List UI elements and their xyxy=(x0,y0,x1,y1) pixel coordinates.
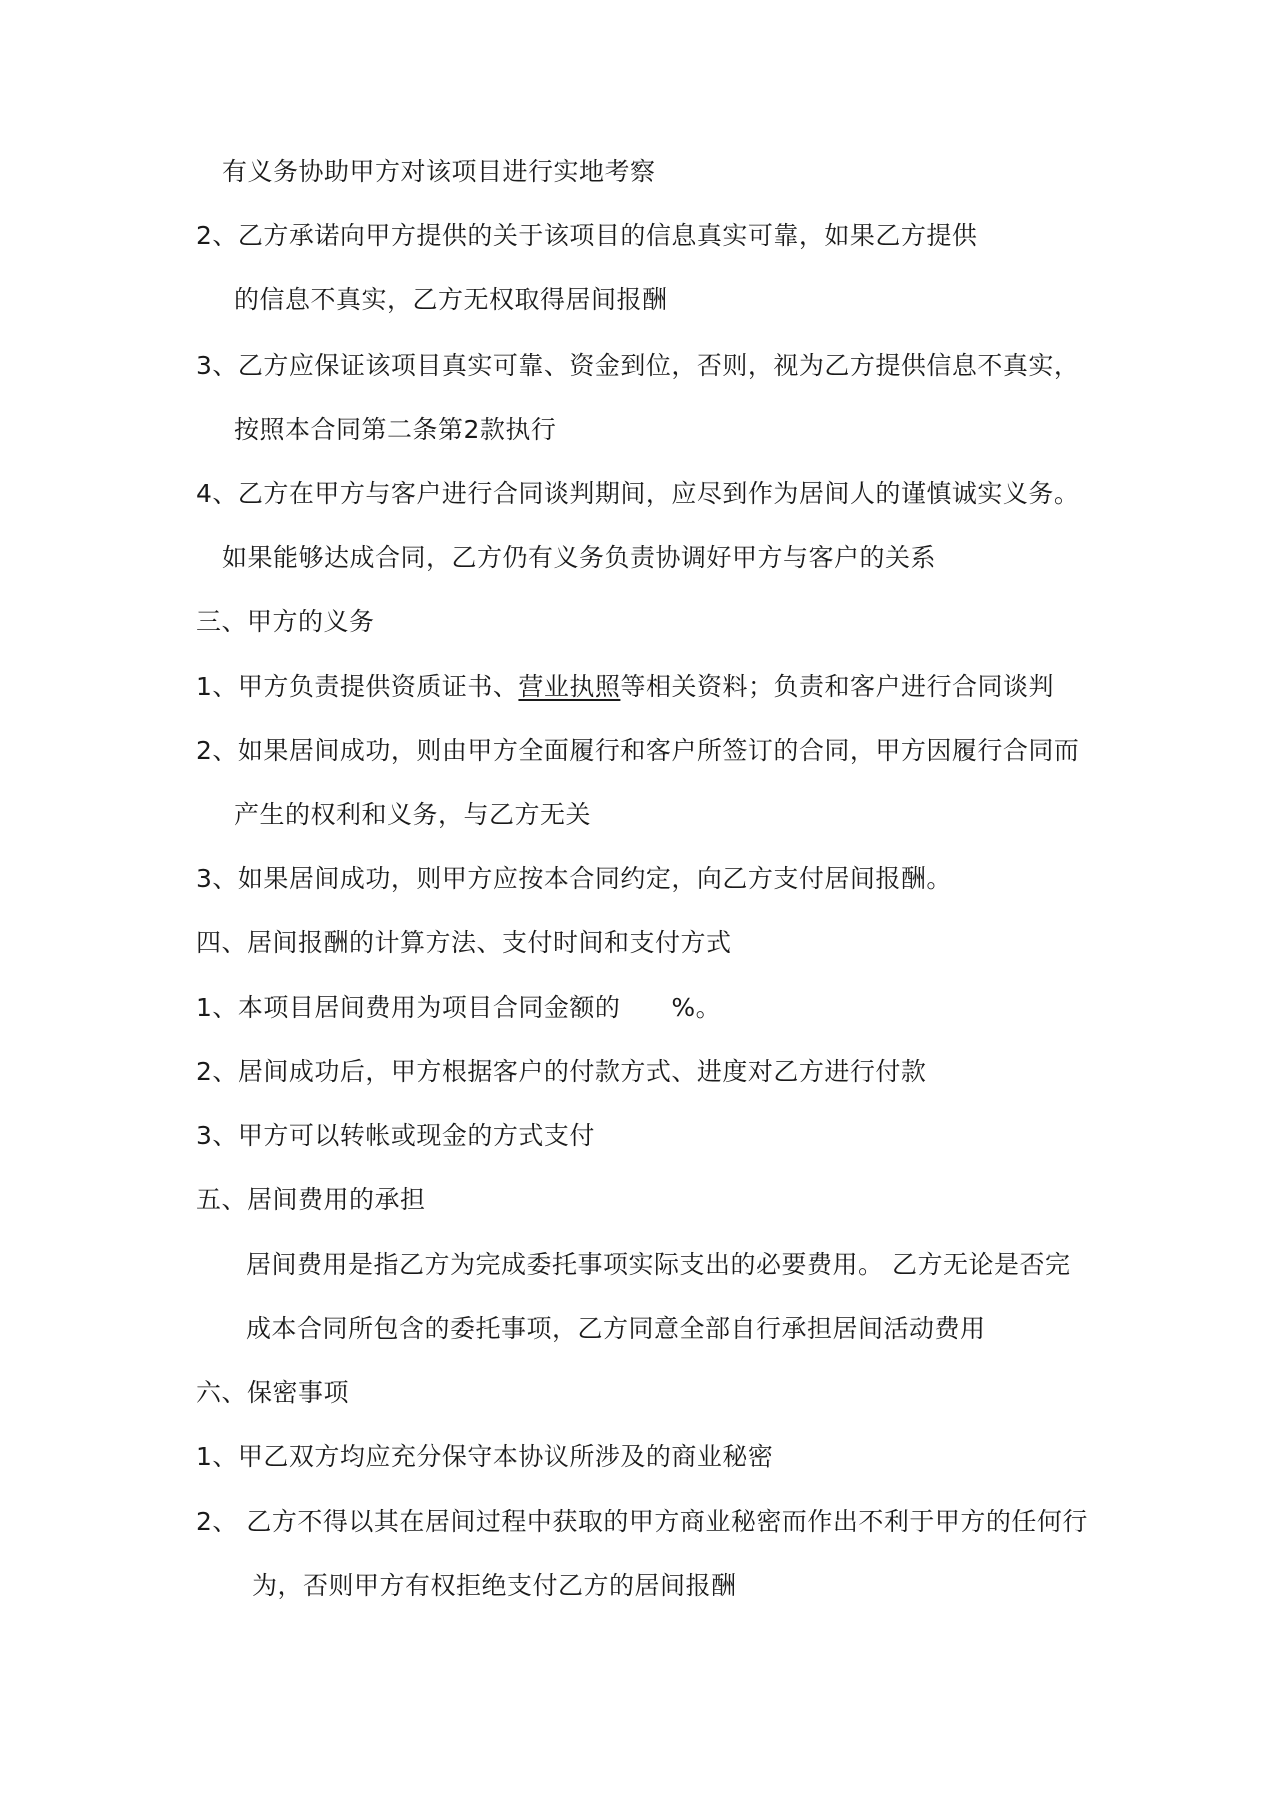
text-line-2: 2、乙方承诺向甲方提供的关于该项目的信息真实可靠，如果乙方提供 xyxy=(196,221,978,250)
text-line-5: 按照本合同第二条第2款执行 xyxy=(234,415,557,444)
text-segment: 1、甲方负责提供资质证书、 xyxy=(196,672,519,701)
section-heading-3: 三、甲方的义务 xyxy=(196,607,375,636)
section-heading-6: 六、保密事项 xyxy=(196,1378,350,1407)
text-line-7: 如果能够达成合同，乙方仍有义务负责协调好甲方与客户的关系 xyxy=(222,543,937,572)
text-line-14: 1、本项目居间费用为项目合同金额的 %。 xyxy=(196,993,722,1022)
text-line-23: 为，否则甲方有权拒绝支付乙方的居间报酬 xyxy=(252,1571,737,1600)
text-line-22: 2、 乙方不得以其在居间过程中获取的甲方商业秘密而作出不利于甲方的任何行 xyxy=(196,1507,1088,1536)
text-line-16: 3、甲方可以转帐或现金的方式支付 xyxy=(196,1121,595,1150)
text-line-19: 成本合同所包含的委托事项，乙方同意全部自行承担居间活动费用 xyxy=(246,1314,986,1343)
text-line-6: 4、乙方在甲方与客户进行合同谈判期间，应尽到作为居间人的谨慎诚实义务。 xyxy=(196,479,1080,508)
text-segment: 等相关资料；负责和客户进行合同谈判 xyxy=(620,672,1054,701)
text-line-12: 3、如果居间成功，则甲方应按本合同约定，向乙方支付居间报酬。 xyxy=(196,864,952,893)
text-line-15: 2、居间成功后，甲方根据客户的付款方式、进度对乙方进行付款 xyxy=(196,1057,927,1086)
text-line-4: 3、乙方应保证该项目真实可靠、资金到位，否则，视为乙方提供信息不真实， xyxy=(196,351,1080,380)
section-heading-4: 四、居间报酬的计算方法、支付时间和支付方式 xyxy=(196,928,732,957)
text-line-1: 有义务协助甲方对该项目进行实地考察 xyxy=(222,157,656,186)
underlined-term: 营业执照 xyxy=(518,672,621,701)
text-line-9 xyxy=(196,671,1054,703)
text-line-21: 1、甲乙双方均应充分保守本协议所涉及的商业秘密 xyxy=(196,1442,774,1471)
text-line-18: 居间费用是指乙方为完成委托事项实际支出的必要费用。 乙方无论是否完 xyxy=(246,1250,1071,1279)
text-line-3: 的信息不真实，乙方无权取得居间报酬 xyxy=(234,285,668,314)
section-heading-5: 五、居间费用的承担 xyxy=(196,1185,426,1214)
text-line-10: 2、如果居间成功，则由甲方全面履行和客户所签订的合同，甲方因履行合同而 xyxy=(196,736,1080,765)
text-line-11: 产生的权利和义务，与乙方无关 xyxy=(234,800,592,829)
